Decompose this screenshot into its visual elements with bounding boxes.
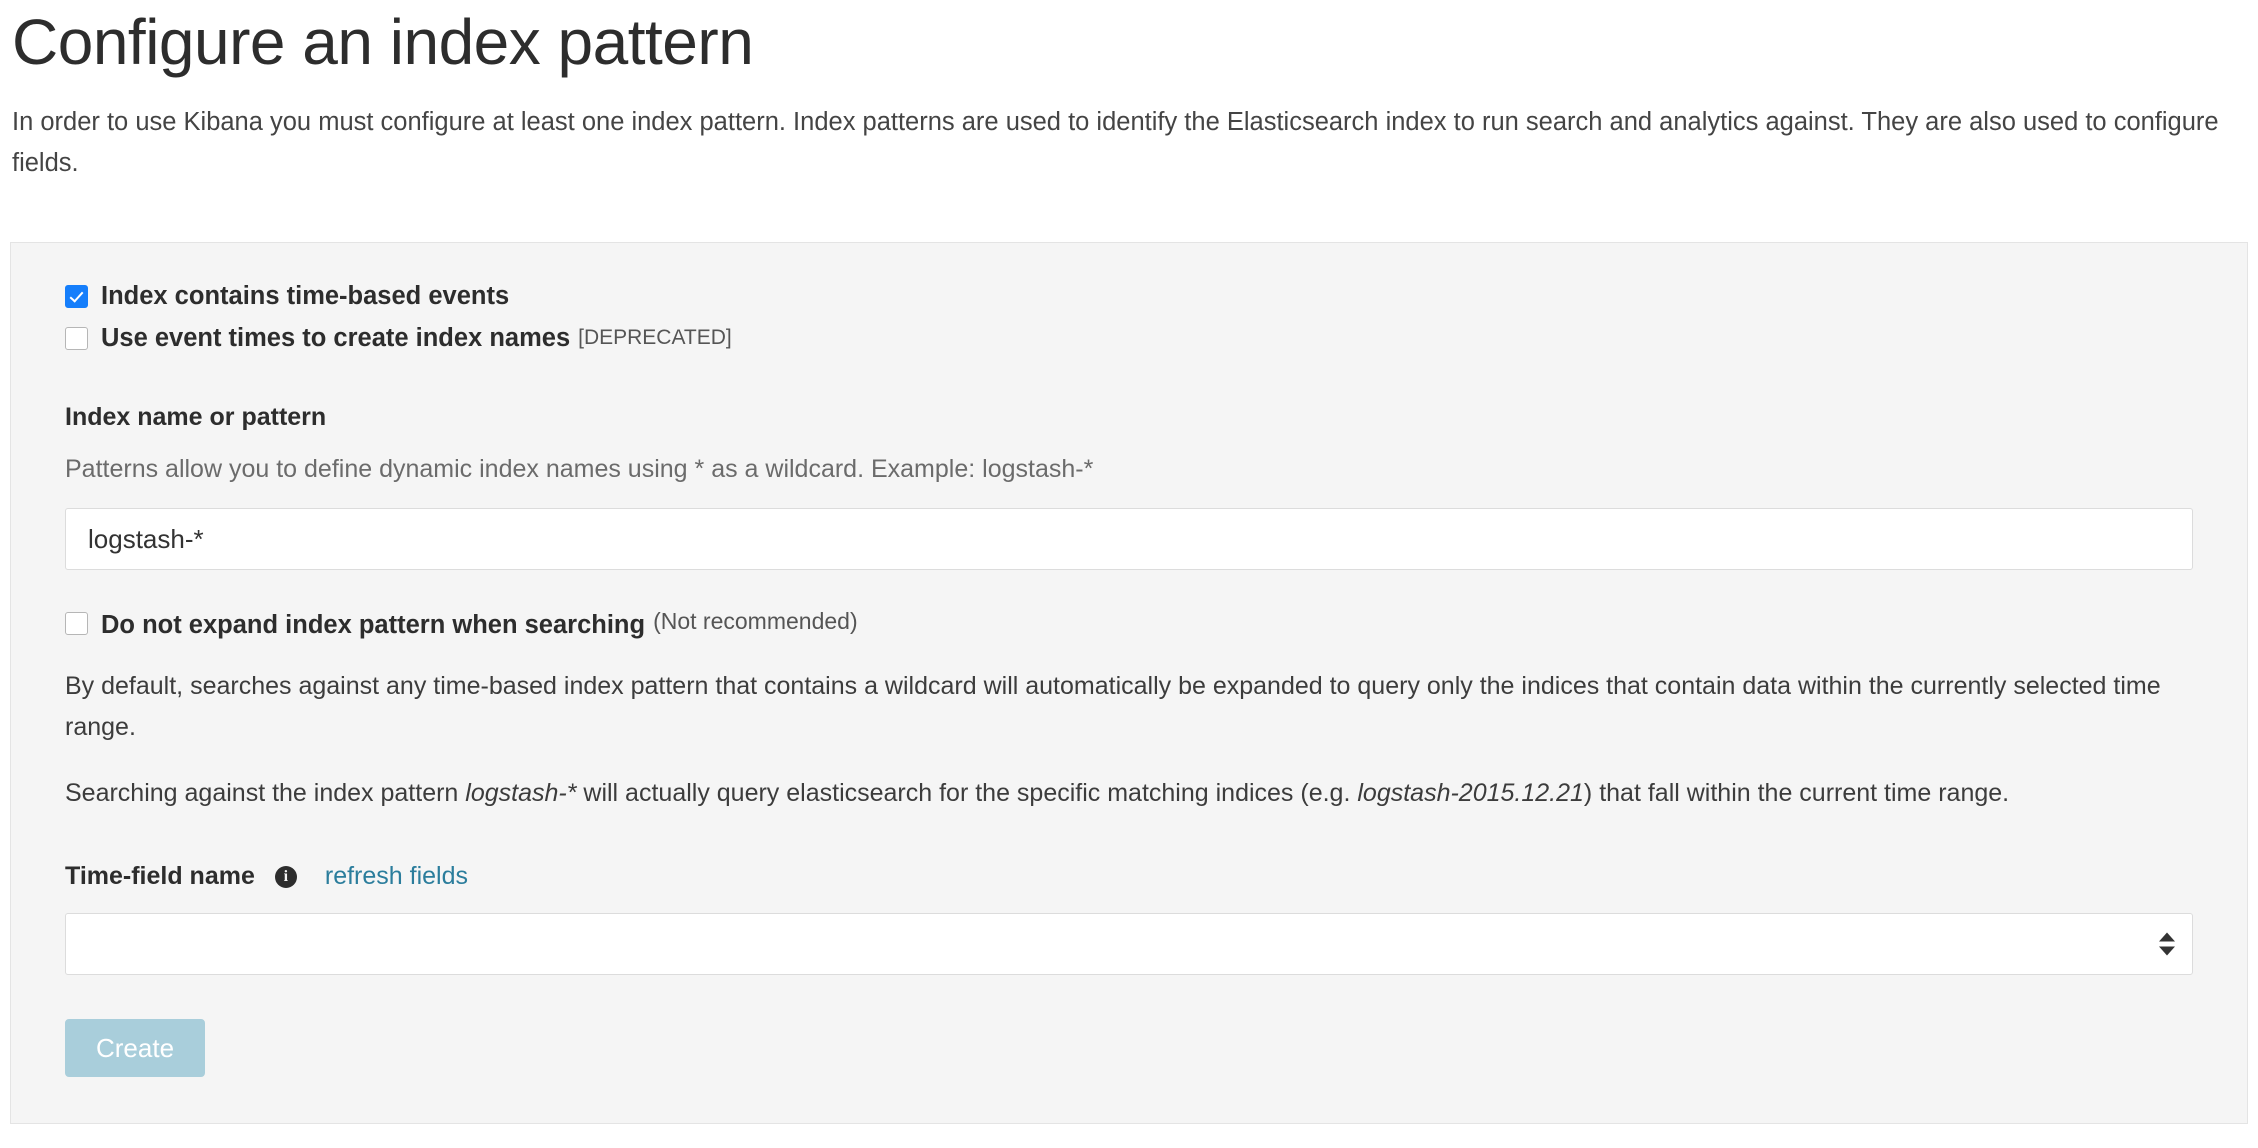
page-title: Configure an index pattern <box>12 6 754 78</box>
no-expand-row[interactable] <box>65 608 2193 642</box>
time-based-events-checkbox[interactable] <box>65 285 88 308</box>
no-expand-recommendation-note: (Not recommended) <box>653 608 858 634</box>
event-times-index-names-checkbox[interactable] <box>65 327 88 350</box>
refresh-fields-link[interactable]: refresh fields <box>324 862 468 890</box>
index-name-help-text: Patterns allow you to define dynamic index names using * as a wildcard. Example: logstash-* <box>65 455 1094 483</box>
no-expand-checkbox[interactable] <box>65 612 88 635</box>
time-field-name-label: Time-field name <box>65 862 255 890</box>
index-pattern-form-panel <box>10 242 2248 1124</box>
index-name-label: Index name or pattern <box>65 403 327 431</box>
index-name-input[interactable] <box>65 508 2193 570</box>
expand-example-text-b: will actually query elasticsearch for the specific matching indices (e.g. <box>576 779 1358 807</box>
expand-example-pattern: logstash-* <box>465 779 577 807</box>
expand-example-text-a: Searching against the index pattern <box>65 779 466 807</box>
event-times-index-names-row[interactable] <box>65 321 2193 355</box>
expand-description-paragraph: By default, searches against any time-based index pattern that contains a wildcard will automatically be expanded to query only the indices that contain data within the currently selected time range. <box>65 672 2161 741</box>
time-field-header-row <box>65 862 2193 891</box>
time-field-select-wrapper <box>65 913 2193 975</box>
time-field-name-select[interactable] <box>65 913 2193 975</box>
expand-example-paragraph <box>65 773 2193 814</box>
event-times-index-names-label: Use event times to create index names <box>101 324 571 352</box>
expand-example-text-c: ) that fall within the current time range. <box>1583 779 2010 807</box>
expand-example-index: logstash-2015.12.21 <box>1357 779 1584 807</box>
info-icon[interactable]: i <box>275 866 297 888</box>
time-based-events-row[interactable] <box>65 279 2193 313</box>
no-expand-label: Do not expand index pattern when searching <box>101 611 646 639</box>
time-based-events-label: Index contains time-based events <box>101 282 510 310</box>
create-button[interactable]: Create <box>65 1019 205 1077</box>
deprecated-badge: [DEPRECATED] <box>578 326 732 349</box>
page-intro-text: In order to use Kibana you must configure at least one index pattern. Index patterns are used to identify the Elasticsearch index to run search and analytics against. They are also used to configure fields. <box>12 108 2219 177</box>
